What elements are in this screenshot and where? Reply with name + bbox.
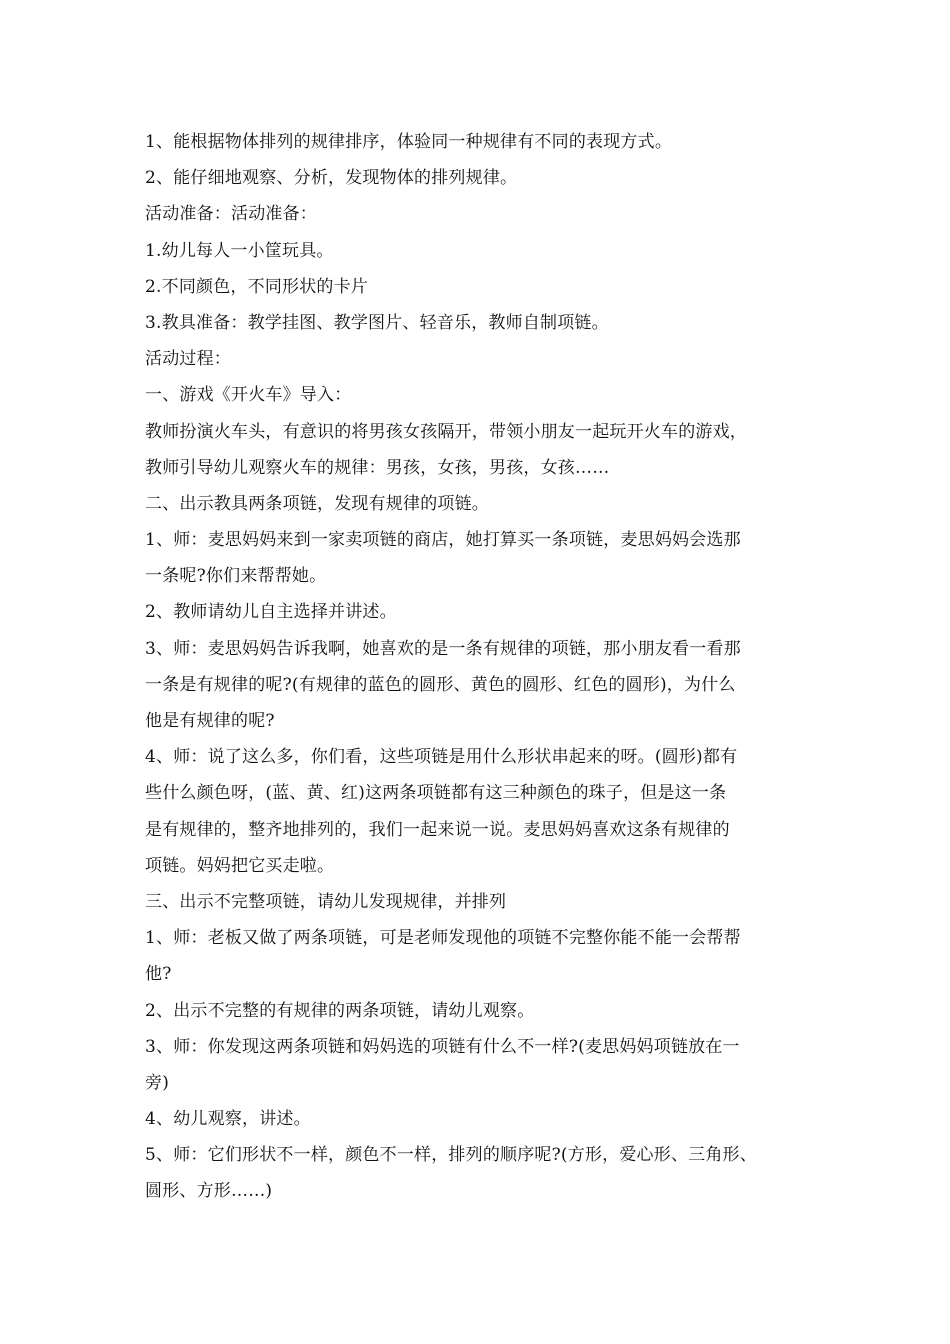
text-line: 3.教具准备：教学挂图、教学图片、轻音乐，教师自制项链。	[145, 312, 609, 333]
text-line: 一条呢?你们来帮帮她。	[145, 566, 327, 587]
section-heading: 二、出示教具两条项链，发现有规律的项链。	[145, 493, 489, 514]
text-line: 是有规律的，整齐地排列的，我们一起来说一说。麦思妈妈喜欢这条有规律的	[145, 819, 730, 840]
text-line: 一条是有规律的呢?(有规律的蓝色的圆形、黄色的圆形、红色的圆形)，为什么	[145, 674, 736, 695]
section-heading: 活动过程：	[145, 349, 231, 370]
text-line: 3、师：麦思妈妈告诉我啊，她喜欢的是一条有规律的项链，那小朋友看一看那	[145, 638, 741, 659]
text-line: 圆形、方形……)	[145, 1181, 273, 1202]
text-line: 5、师：它们形状不一样，颜色不一样，排列的顺序呢?(方形，爱心形、三角形、	[145, 1145, 757, 1166]
text-line: 他是有规律的呢?	[145, 711, 275, 731]
text-line: 2.不同颜色，不同形状的卡片	[145, 276, 369, 297]
text-line: 教师引导幼儿观察火车的规律：男孩，女孩，男孩，女孩……	[145, 457, 610, 478]
text-line: 教师扮演火车头，有意识的将男孩女孩隔开，带领小朋友一起玩开火车的游戏，	[145, 421, 747, 442]
text-line: 2、教师请幼儿自主选择并讲述。	[145, 602, 397, 623]
document-body	[145, 124, 835, 1210]
text-line: 4、师：说了这么多，你们看，这些项链是用什么形状串起来的呀。(圆形)都有	[145, 747, 738, 768]
text-line: 4、幼儿观察，讲述。	[145, 1109, 311, 1130]
text-line: 1.幼儿每人一小筐玩具。	[145, 240, 334, 261]
text-line: 2、出示不完整的有规律的两条项链，请幼儿观察。	[145, 1000, 535, 1021]
text-line: 1、能根据物体排列的规律排序，体验同一种规律有不同的表现方式。	[145, 132, 673, 152]
text-line: 3、师：你发现这两条项链和妈妈选的项链有什么不一样?(麦思妈妈项链放在一	[145, 1036, 740, 1057]
text-line: 些什么颜色呀，(蓝、黄、红)这两条项链都有这三种颜色的珠子，但是这一条	[145, 783, 727, 804]
text-line: 2、能仔细地观察、分析，发现物体的排列规律。	[145, 168, 518, 189]
text-line: 1、师：麦思妈妈来到一家卖项链的商店，她打算买一条项链，麦思妈妈会选那	[145, 530, 741, 551]
section-heading: 三、出示不完整项链，请幼儿发现规律，并排列	[145, 891, 507, 912]
text-line: 1、师：老板又做了两条项链，可是老师发现他的项链不完整你能不能一会帮帮	[145, 928, 741, 949]
section-heading: 一、游戏《开火车》导入：	[145, 385, 352, 406]
text-line: 他?	[145, 964, 172, 985]
section-heading: 活动准备：活动准备：	[145, 204, 317, 225]
text-line: 旁)	[145, 1072, 170, 1093]
text-line: 项链。妈妈把它买走啦。	[145, 855, 335, 876]
